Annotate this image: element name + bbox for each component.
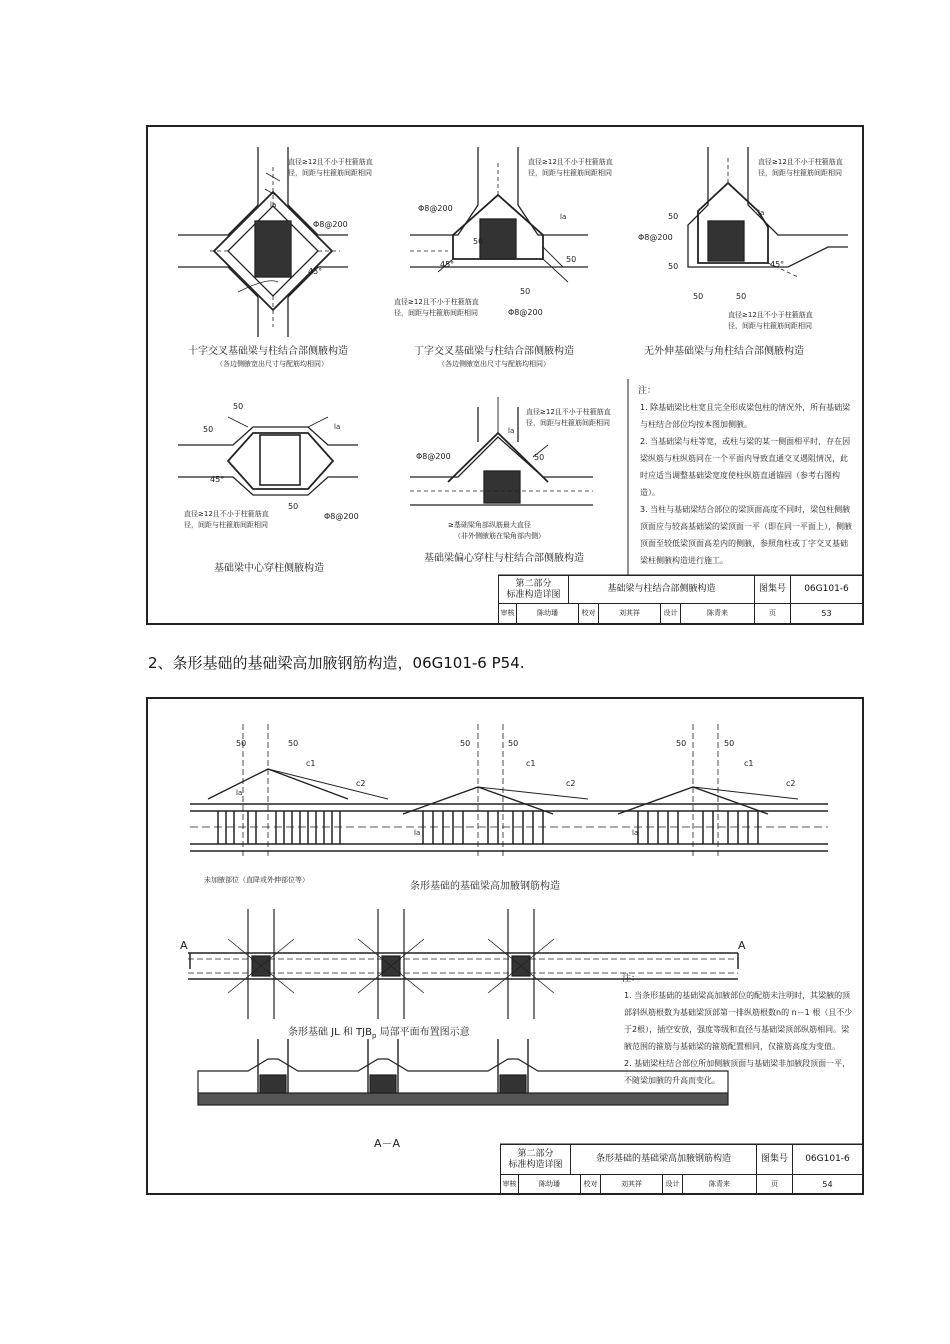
tb-atlas-no: 06G101-6 xyxy=(791,576,863,604)
section-mark-a-left: A xyxy=(180,939,188,952)
note-2-1: 1. 当条形基础的基础梁高加腋部位的配筋未注明时，其梁腋的顶部斜纵筋根数为基础梁顶部第一排纵筋根数n的 n－1 根（且不少于2根），插空安放，强度等级和直径与基础梁顶部纵筋相同。梁腋范围的箍筋与基础梁的箍筋配置相同，仅箍筋高度为变值。 xyxy=(624,991,853,1051)
section-mark-a-right: A xyxy=(738,939,746,952)
tb2-name-1: 陈幼璠 xyxy=(519,1175,581,1194)
rebar-note-2d: 径，间距与柱箍筋间距相同 xyxy=(394,309,478,317)
diagram-subtitle-2: （各边侧腋宽出尺寸与配筋均相同） xyxy=(438,360,550,368)
angle-label-1: 45° xyxy=(308,267,323,276)
stirrup-label-5: Φ8@200 xyxy=(416,452,451,461)
stirrup-label-4: Φ8@200 xyxy=(324,512,359,521)
dim50-label-3d: 50 xyxy=(736,292,747,301)
tb-page-label: 页 xyxy=(755,604,791,624)
dim50-label-4a: 50 xyxy=(233,402,244,411)
dim50-label-2b: 50 xyxy=(566,255,577,264)
sheet-54-drawings xyxy=(148,699,862,1193)
dim50-s2-2: 50 xyxy=(288,739,299,748)
tb2-role-1: 审核 xyxy=(501,1175,519,1194)
la-s2-2: la xyxy=(414,829,421,837)
tb-name-1: 陈幼璠 xyxy=(517,604,579,624)
angle-label-4: 45° xyxy=(210,475,225,484)
tb-role-2: 校对 xyxy=(579,604,599,624)
c1-label-3: c1 xyxy=(744,759,754,768)
dim50-label-3b: 50 xyxy=(668,262,679,271)
note-2-2: 2. 基础梁柱结合部位所加侧腋顶面与基础梁非加腋段顶面一平，不随梁加腋的升高而变化。 xyxy=(624,1059,851,1085)
drawing-sheet-53 xyxy=(146,125,864,625)
d5-note-a: ≥基础梁角部纵筋最大直径 xyxy=(448,521,531,529)
diagram-title-1: 十字交叉基础梁与柱结合部侧腋构造 xyxy=(188,346,348,357)
rebar-note-4b: 径，间距与柱箍筋间距相同 xyxy=(184,521,268,529)
tb2-name-3: 陈青来 xyxy=(683,1175,757,1194)
dim50-label-3c: 50 xyxy=(693,292,704,301)
title-block-53 xyxy=(498,575,863,624)
tb2-name-2: 刘其祥 xyxy=(601,1175,663,1194)
tb-name-3: 陈青来 xyxy=(681,604,755,624)
notes-title-2: 注： xyxy=(622,974,641,984)
notes-list-2 xyxy=(624,987,854,1089)
diagram-title-5: 基础梁偏心穿柱与柱结合部侧腋构造 xyxy=(424,553,584,564)
rebar-note-4a: 直径≥12且不小于柱箍筋直 xyxy=(184,510,269,518)
diagram-subtitle-1: （各边侧腋宽出尺寸与配筋均相同） xyxy=(216,360,328,368)
d5-note-b: （非外侧腋筋在梁角部内侧） xyxy=(454,532,545,540)
tb2-atlas-label: 图集号 xyxy=(757,1145,793,1175)
stirrup-label-2: Φ8@200 xyxy=(418,204,453,213)
rebar-note-3a: 直径≥12且不小于柱箍筋直 xyxy=(758,158,843,166)
la-label-3: la xyxy=(758,209,765,217)
notes-list-1 xyxy=(640,399,852,569)
c1-label-1: c1 xyxy=(306,759,316,768)
notes-title-1: 注： xyxy=(638,386,657,396)
dim50-label-2a: 50 xyxy=(473,237,484,246)
title-block-54 xyxy=(500,1144,863,1194)
diagram-title-3: 无外伸基础梁与角柱结合部侧腋构造 xyxy=(644,346,804,357)
dim50-s2-6: 50 xyxy=(724,739,735,748)
dim50-s2-3: 50 xyxy=(460,739,471,748)
c1-label-2: c1 xyxy=(526,759,536,768)
c2-label-2: c2 xyxy=(566,779,576,788)
dim50-s2-5: 50 xyxy=(676,739,687,748)
dim50-label-4b: 50 xyxy=(203,425,214,434)
dim50-label-4c: 50 xyxy=(288,502,299,511)
tb-title: 基础梁与柱结合部侧腋构造 xyxy=(569,576,755,604)
la-s2-3: la xyxy=(632,829,639,837)
rebar-note-2b: 径，间距与柱箍筋间距相同 xyxy=(528,169,612,177)
rebar-note-1a: 直径≥12且不小于柱箍筋直 xyxy=(288,158,373,166)
tb2-role-2: 校对 xyxy=(581,1175,601,1194)
la-s2-1: la xyxy=(236,789,243,797)
rebar-note-2a: 直径≥12且不小于柱箍筋直 xyxy=(528,158,613,166)
diagram-title-2: 丁字交叉基础梁与柱结合部侧腋构造 xyxy=(414,346,574,357)
stirrup-label-2b: Φ8@200 xyxy=(508,308,543,317)
elevation-title: 条形基础的基础梁高加腋钢筋构造 xyxy=(410,881,560,892)
section-caption: 2、条形基础的基础梁高加腋钢筋构造，06G101-6 P54. xyxy=(148,654,525,672)
no-haunch-label: 未加腋部位（直降或外伸部位等） xyxy=(204,876,309,884)
stirrup-label-3: Φ8@200 xyxy=(638,233,673,242)
section-title: A－A xyxy=(374,1137,401,1150)
la-label-2: la xyxy=(560,213,567,221)
tb2-title: 条形基础的基础梁高加腋钢筋构造 xyxy=(571,1145,757,1175)
tb2-atlas-no: 06G101-6 xyxy=(793,1145,863,1175)
tb-role-3: 设计 xyxy=(661,604,681,624)
rebar-note-2c: 直径≥12且不小于柱箍筋直 xyxy=(394,298,479,306)
c2-label-1: c2 xyxy=(356,779,366,788)
la-label-4: la xyxy=(334,423,341,431)
angle-label-2: 45° xyxy=(440,260,455,269)
dim50-label-3a: 50 xyxy=(668,212,679,221)
note-1-1: 1. 除基础梁比柱宽且完全形成梁包柱的情况外，所有基础梁与柱结合部位均按本图加侧腋。 xyxy=(640,403,851,429)
diagram-title-4: 基础梁中心穿柱侧腋构造 xyxy=(214,563,324,574)
dim50-s2-4: 50 xyxy=(508,739,519,748)
tb-role-1: 审核 xyxy=(499,604,517,624)
tb2-page-label: 页 xyxy=(757,1175,793,1194)
c2-label-3: c2 xyxy=(786,779,796,788)
rebar-note-3c: 直径≥12且不小于柱箍筋直 xyxy=(728,311,813,319)
stirrup-label-1: Φ8@200 xyxy=(313,220,348,229)
dim50-label-5: 50 xyxy=(534,453,545,462)
tb2-part: 第二部分 标准构造详图 xyxy=(501,1145,571,1175)
note-1-2: 2. 当基础梁与柱等宽，或柱与梁的某一侧面相平时，存在因梁纵筋与柱纵筋同在一个平面内导致直通交叉遇阻情况，此时应适当调整基础梁宽度使柱纵筋直通锚固（参考右图构造）。 xyxy=(640,437,851,497)
angle-label-3: 45° xyxy=(770,260,785,269)
tb-name-2: 刘其祥 xyxy=(599,604,661,624)
la-label-5: la xyxy=(508,427,515,435)
dim50-s2-1: 50 xyxy=(236,739,247,748)
tb2-role-3: 设计 xyxy=(663,1175,683,1194)
rebar-note-1b: 径，间距与柱箍筋间距相同 xyxy=(288,169,372,177)
dim50-label-2c: 50 xyxy=(520,287,531,296)
tb-part: 第二部分 标准构造详图 xyxy=(499,576,569,604)
note-1-3: 3. 当柱与基础梁结合部位的梁顶面高度不同时，梁包柱侧腋顶面应与较高基础梁的梁顶面一平（即在同一平面上），侧腋顶面至较低梁顶面高差内的侧腋，参照角柱或丁字交叉基础梁柱侧腋构造进行施工。 xyxy=(640,505,852,565)
la-label-1: la xyxy=(270,201,277,209)
tb-atlas-label: 图集号 xyxy=(755,576,791,604)
tb2-page-no: 54 xyxy=(793,1175,863,1194)
rebar-note-5a: 直径≥12且不小于柱箍筋直 xyxy=(526,408,611,416)
drawing-sheet-54 xyxy=(146,697,864,1195)
tb-page-no: 53 xyxy=(791,604,863,624)
rebar-note-3b: 径，间距与柱箍筋间距相同 xyxy=(758,169,842,177)
plan-title: 条形基础 JL 和 $TJB_p$ 局部平面布置图示意 xyxy=(288,1027,470,1040)
rebar-note-3d: 径，间距与柱箍筋间距相同 xyxy=(728,322,812,330)
rebar-note-5b: 径，间距与柱箍筋间距相同 xyxy=(526,419,610,427)
